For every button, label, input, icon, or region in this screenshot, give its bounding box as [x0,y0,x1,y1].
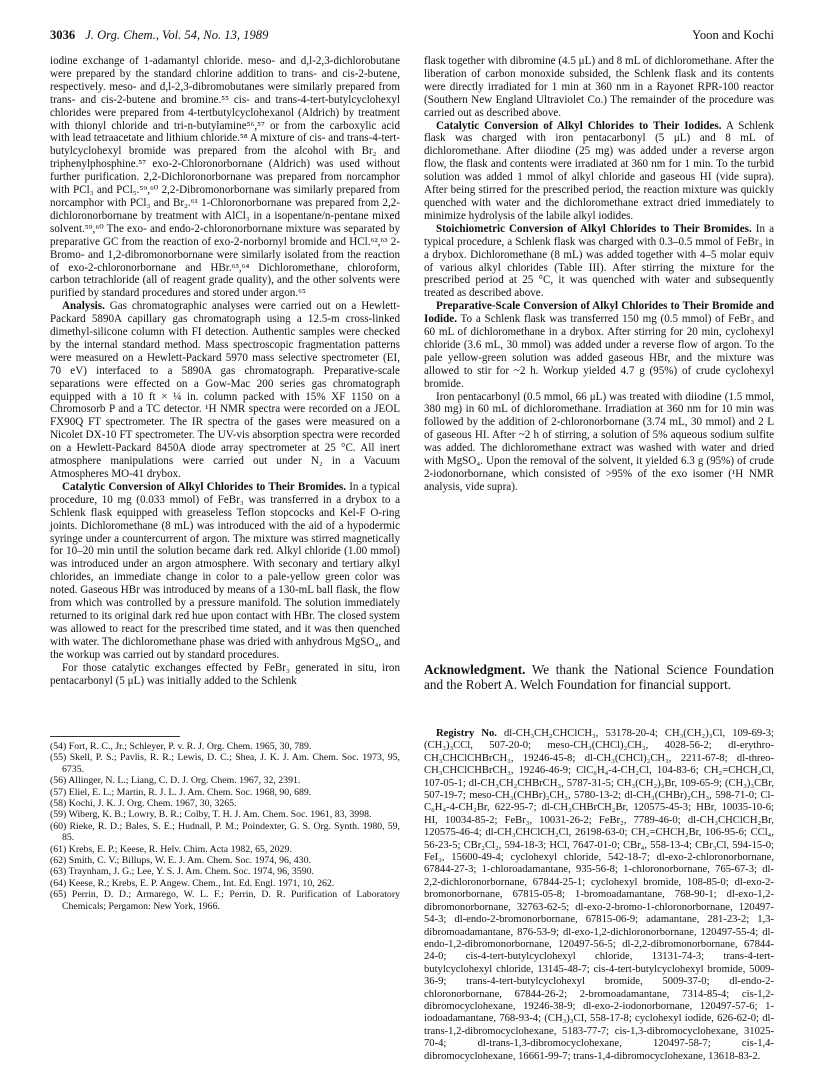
registry-heading: Registry No. [436,728,497,739]
catalytic-paragraph: For those catalytic exchanges effected by FeBr₃ generated in situ, iron pentacarbonyl (5 μL) was initially added to the Schlenk [50,661,400,687]
reference-item: (61) Krebs, E. P.; Keese, R. Helv. Chim. Acta 1982, 65, 2029. [50,843,292,855]
registry-body: dl-CH₃CH₂CHClCH₃, 53178-20-4; CH₃(CH₂)₃Cl, 109-69-3; (CH₃)₃CCl, 507-20-0; meso-CH₃(CHCl)₂CH₃, 4028-56-2; dl-erythro-CH₃CHClCHBrCH₃, 19246-45-8; dl-CH₃(CHCl)₂CH₃, 2211-67-8; dl-threo-CH₃CHClCHBrCH₃, 19246-46-9; ClC₆H₄-4-CH₂Cl, 104-83-6; CH₂=CHCH₂Cl, 107-05-1; dl-CH₃CH₂CHBrCH₃, 5787-31-5; CH₃(CH₂)₃Br, 109-65-9; (CH₃)₃CBr, 507-19-7; meso-CH₃(CHBr)₂CH₃, 5780-13-2; dl-CH₃(CHBr)₂CH₃, 598-71-0; Cl-C₆H₄-4-CH₂Br, 622-95-7; dl-CH₃CHBrCH₂Br, 120575-45-3; HBr, 10035-10-6; HI, 10034-85-2; FeBr₃, 10031-26-2; FeBr₂, 7789-46-0; dl-CH₃CHClCH₂Br, 120575-46-4; dl-CH₃CHClCH₂Cl, 26198-63-0; CH₂=CHCH₂Br, 106-95-6; CCl₄, 56-23-5; CBr₂Cl₂, 594-18-3; HCl, 7647-01-0; CBr₄, 558-13-4; CBr₃Cl, 594-15-0; FeI₃, 15600-49-4; cyclohexyl chloride, 542-18-7; dl-exo-2-chloronorbornane, 67844-27-3; 1-chloroadamantane, 935-56-8; 1-chloronorbornane, 765-67-3; dl-2,2-dichloronorbornane, 67844-25-1; cyclohexyl bromide, 108-85-0; dl-exo-2-bromonorbornane, 67815-05-8; 1-bromoadamantane, 768-90-1; dl-exo-1,2-dibromonorbornane, 32763-62-5; dl-exo-2-bromo-1-chloronorbornane, 120497-54-3; dl-endo-2-bromonorbornane, 67815-06-9; adamantane, 281-23-2; 1,3-dibromoadamantane, 876-53-9; dl-exo-1,2-dichloronorbornane, 120497-55-4; dl-endo-1,2-dibromonorbornane, 120497-56-5; dl-2,2-dibromonorbornane, 67844-24-0; cis-4-tert-butylcyclohexyl chloride, 13131-74-3; trans-4-tert-butylcyclohexyl chloride, 13145-48-7; cis-4-tert-butylcyclohexyl bromide, 5009-36-9; trans-4-tert-butylcyclohexyl bromide, 5009-37-0; dl-endo-2-chloronorbornane, 67844-26-2; 2-bromoadamantane, 7314-85-4; cis-1,2-dibromocyclohexane, 19246-38-9; dl-exo-2-iodonorbornane, 120497-57-6; 1-iodoadamantane, 768-93-4; (CH₃)₃CI, 558-17-8; cyclohexyl iodide, 626-62-0; dl-trans-1,2-dibromocyclohexane, 5183-77-7; cis-1,3-dibromocyclohexane, 31025-70-4; dl-trans-1,3-dibromocyclohexane, 120497-58-7; cis-1,4-dibromocyclohexane, 16661-99-7; trans-1,4-dibromocyclohexane, 13618-83-2. [424,728,774,1062]
bromides-heading: Catalytic Conversion of Alkyl Chlorides to Their Bromides. [62,480,347,493]
registry-numbers [424,728,774,1063]
continued-paragraph: flask together with dibromine (4.5 μL) and 8 mL of dichloromethane. After the liberation of carbon monoxide subsided, the Schlenk flask and its contents were directly irradiated for 1 min at 360 nm in a Rayonet RPR-100 reactor (Southern New England Ultraviolet Co.) The remainder of the procedure was carried out as described above. [424,55,774,119]
reference-item: (60) Rieke, R. D.; Bales, S. E.; Hudnall, P. M.; Poindexter, G. S. Org. Synth. 1980, 59, 85. [50,820,400,844]
reference-item: (54) Fort, R. C., Jr.; Schleyer, P. v. R. J. Org. Chem. 1965, 30, 789. [50,741,312,752]
reference-item: (57) Eliel, E. L.; Martin, R. J. L. J. Am. Chem. Soc. 1968, 90, 689. [50,786,312,798]
references [50,736,400,912]
stoichiometric-paragraph [424,223,774,300]
left-column [50,55,400,687]
preparative-paragraph [424,300,774,390]
analysis-heading: Analysis. [62,300,105,313]
analysis-body: Gas chromatographic analyses were carried out on a Hewlett-Packard 5890A capillary gas chromatograph using a 12.5-m cross-linked dimethyl-silicone column with FI detection. Authentic samples were checked by the internal standard method. Mass spectroscopic fragmentation patterns were measured on a Hewlett-Packard 5970 mass selective spectrometer (EI, 70 eV) interfaced to a 5890A gas chromatograph. Preparative-scale separations were effected on a Gow-Mac 200 series gas chromatograph equipped with a 10 ft × ¼ in. column packed with 15% XF 1150 on a Chromosorb P and a TC detector. ¹H NMR spectra were recorded on a JEOL FX90Q FT spectrometer. The IR spectra of the gases were measured on a Nicolet DX-10 FT spectrometer. The UV-vis absorption spectra were recorded on a Hewlett-Packard 8450A diode array spectrometer at 25 °C. All inert atmosphere manipulations were carried out under N₂ in a Vacuum Atmospheres MO-41 drybox. [50,300,401,480]
analysis-paragraph [50,300,400,481]
reference-item: (56) Allinger, N. L.; Liang, C. D. J. Org. Chem. 1967, 32, 2391. [50,775,301,787]
iodides-heading: Catalytic Conversion of Alkyl Chlorides to Their Iodides. [436,119,722,132]
stoichiometric-heading: Stoichiometric Conversion of Alkyl Chlorides to Their Bromides. [436,222,752,235]
bromides-body: In a typical procedure, 10 mg (0.033 mmol) of FeBr₃ was transferred in a drybox to a Schlenk flask equipped with greaseless Teflon stopcocks and Kel-F O-ring joints. Dichloromethane (8 mL) was introduced with the aid of a hypodermic syringe under a countercurrent of argon. The mixture was stirred magnetically for 10–20 min until the solution became dark red. Alkyl chloride (1.00 mmol) was introduced under an argon atmosphere. With seconary and tertiary alkyl chlorides, an immediate change in color to a pale-yellow green color was noted. Gaseous HBr was introduced by means of a 130-mL ball flask, the flow from which was controlled by a pressure manifold. The solution immediately returned to its original dark red hue upon contact with HBr. The closed system was allowed to react for the prescribed time stated, and it was then quenched with water. The dichloromethane phase was dried with anhydrous MgSO₄, and the workup was carried out by standard procedures. [50,480,400,661]
running-authors: Yoon and Kochi [692,28,774,42]
reference-item: (65) Perrin, D. D.; Armarego, W. L. F.; Perrin, D. R. Purification of Laboratory Chemicals; Pergamon: New York, 1966. [50,889,400,912]
preparative-heading: Preparative-Scale Conversion of Alkyl Chlorides to Their Bromide and Iodide. [424,300,774,326]
stoichiometric-body: In a typical procedure, a Schlenk flask was charged with 0.3–0.5 mmol of FeBr₃ in a drybox. Dichloromethane (8 mL) was added together with 4–5 molar equiv of various alkyl chlorides (Table III). After stirring the mixture for the prescribed period at 25 °C, it was quenched with water and subsequently treated as described above. [424,222,774,300]
reference-item: (62) Smith, C. V.; Billups, W. E. J. Am. Chem. Soc. 1974, 96, 430. [50,855,311,867]
page-header [50,28,774,46]
reference-item: (55) Skell, P. S.; Pavlis, R. R.; Lewis, D. C.; Shea, J. K. J. Am. Chem. Soc. 1973, 95, 6735. [50,752,400,775]
iodides-paragraph [424,120,774,223]
iodides-body: A Schlenk flask was charged with iron pentacarbonyl (5 μL) and 8 mL of dichloromethane. After diiodine (25 mg) was added under a reverse argon flow, the flask and contents were irradiated at 360 nm for 1 min. To the turbid solution was added 1 mmol of alkyl chloride and gaseous HI (vide supra). After being stirred for the prescribed period, the reaction mixture was quickly quenched with water and the dichloromethane extract dried immediately to minimize hydrolysis of the labile alkyl iodides. [424,119,774,222]
iron-pentacarbonyl-paragraph: Iron pentacarbonyl (0.5 mmol, 66 μL) was treated with diiodine (1.5 mmol, 380 mg) in 60 mL of dichloromethane. Irradiation at 360 nm for 10 min was followed by the addition of 2-chloronorbornane (3.74 mL, 30 mmol) and 2 L of gaseous HI. After ~2 h of stirring, a solution of 5% aqueous sodium sulfite was added. The dichloromethane extract was washed with water and dried with MgSO₄. Upon the removal of the solvent, it yielded 6.3 g (95%) of crude 2-iodonorbornane, which consisted of >95% of the exo isomer (¹H NMR analysis, vide supra). [424,390,774,493]
reference-item: (64) Keese, R.; Krebs, E. P. Angew. Chem., Int. Ed. Engl. 1971, 10, 262. [50,877,335,889]
reference-item: (58) Kochi, J. K. J. Org. Chem. 1967, 30, 3265. [50,798,237,810]
header-left [50,28,268,43]
registry-paragraph [424,728,774,1063]
materials-paragraph: iodine exchange of 1-adamantyl chloride. meso- and d,l-2,3-dichlorobutane were prepared by the standard chlorine addition to trans- and cis-2-butene, respectively. meso- and d,l-2,3-dibromobutanes were similarly prepared from trans- and cis-2-butene and bromine.⁵⁵ cis- and trans-4-tert-butylcyclohexyl chlorides were prepared from 4-tertbutylcyclohexanol (Aldrich) by treatment with thionyl chloride and tri-n-butylamine⁵⁶,⁵⁷ or from the carboxylic acid with lead tetraacetate and lithium chloride.⁵⁸ A mixture of cis- and trans-4-tert-butylcyclohexyl bromide was prepared from the alcohol with Br₂ and triphenylphosphine.⁵⁷ exo-2-Chloronorbornane (Aldrich) was used without further purification. 2,2-Dichloronorbornane was prepared from norcamphor with PCl₃ and PCl₅.⁵⁹,⁶⁰ 2,2-Dibromonorbornane was similarly prepared from norcamphor with PCl₃ and Br₂.⁶¹ 1-Chloronorbornane was prepared from 2,2-dichloronorbornane by treatment with AlCl₃ in a isopentane/n-pentane mixed solvent.⁵⁹,⁶⁰ The exo- and endo-2-chloronorbornane mixture was separated by preparative GC from the reaction of exo-2-norbornyl bromide and HCl.⁶²,⁶³ 2-Bromo- and 1,2-dibromonorbornane were similarly isolated from the reaction of exo-2-chloronorbornane and HBr.⁶³,⁶⁴ Dichloromethane, chloroform, carbon tetrachloride (all of reagent grade quality), and the other solvents were purified by standard procedures and stored under argon.⁶⁵ [50,55,400,300]
reference-item: (59) Wiberg, K. B.; Lowry, B. R.; Colby, T. H. J. Am. Chem. Soc. 1961, 83, 3998. [50,809,372,821]
page-number: 3036 [50,28,76,42]
reference-item: (63) Traynham, J. G.; Lee, Y. S. J. Am. Chem. Soc. 1974, 96, 3590. [50,866,314,878]
right-column [424,55,774,494]
acknowledgment-heading: Acknowledgment. [424,662,526,677]
journal-citation: J. Org. Chem., Vol. 54, No. 13, 1989 [85,28,269,42]
bromides-paragraph [50,481,400,662]
preparative-body: To a Schlenk flask was transferred 150 mg (0.5 mmol) of FeBr₃ and 60 mL of dichloromethane in a drybox. After stirring for 20 min, cyclohexyl chloride (3.6 mL, 30 mmol) was added under a reverse flow of argon. To the pale yellow-green solution was added gaseous HBr, and the mixture was allowed to stir for ~2 h. Workup yielded 4.7 g (95%) of crude cyclohexyl bromide. [424,313,774,390]
footnote-rule [50,736,180,737]
acknowledgment [424,663,774,693]
acknowledgment-body: We thank the National Science Foundation and the Robert A. Welch Foundation for financial support. [424,662,774,692]
